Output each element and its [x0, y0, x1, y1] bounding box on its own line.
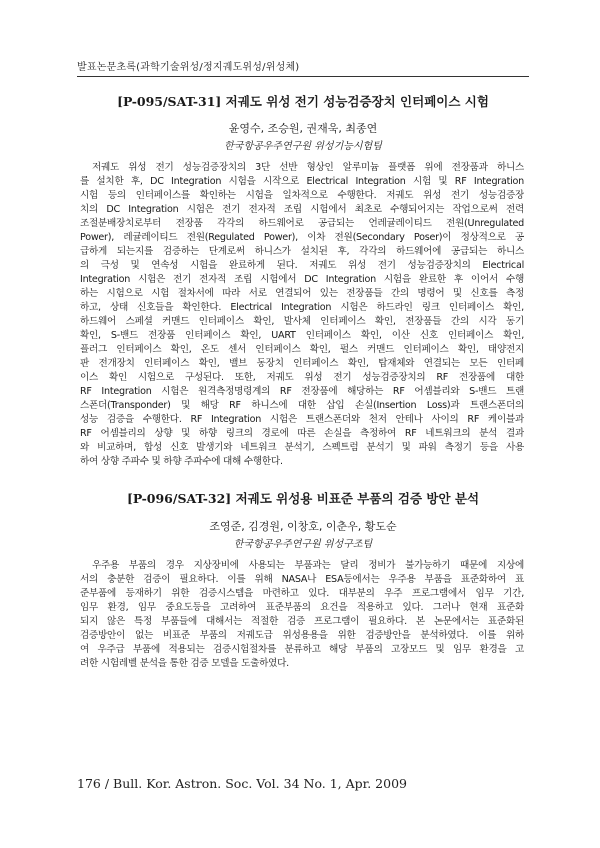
- abstract-1-authors: 윤영수, 조승원, 권재욱, 최종연: [228, 122, 378, 135]
- abstract-1-line: 를 설치한 후, DC Integration 시험을 시작으로 Electrical Integration 시험 및 RF Integration: [80, 176, 524, 187]
- abstract-1-line: 저궤도 위성 전기 성능검증장치의 3단 선반 형상인 알루미늄 플랫폼 위에 전장품과 하니스: [92, 162, 524, 173]
- abstract-2-line: 려한 시험레벨 분석을 통한 검증 모델을 도출하였다.: [80, 658, 289, 669]
- abstract-1-line: 플러그 인터페이스 확인, 온도 센서 인터페이스 확인, 펄스 커맨드 인터페이스 확인, 태양전지: [80, 344, 524, 355]
- abstract-1-line: 판 전개장치 인터페이스 확인, 밸브 동장치 인터페이스 확인, 탑재체와 연결되는 모든 인터페: [80, 358, 524, 369]
- abstract-2-line: 서의 충분한 검증이 필요하다. 이를 위해 NASA나 ESA등에서는 우주용 부품을 표준화하여 표: [80, 574, 524, 585]
- abstract-1-line: 스폰더(Transponder) 및 해당 RF 하니스에 대한 삽입 손실(Insertion Loss)과 트랜스폰더의: [80, 400, 524, 411]
- abstract-2-line: 되지 않은 특정 부품들에 대해서는 적절한 검증 프로그램이 필요하다. 본 논문에서는 표준화된: [80, 616, 524, 627]
- abstract-1-line: 치의 DC Integration 시험은 전기 전자적 조립 시험에서 최초로 수행되어지는 작업으로써 전력: [80, 204, 524, 215]
- abstract-1-line: 확인, S-밴드 전장품 인터페이스 확인, UART 인터페이스 확인, 이산 신호 인터페이스 확인,: [80, 330, 524, 341]
- page-header: 발표논문초록(과학기술위성/정지궤도위성/위성체): [77, 62, 300, 73]
- abstract-1-line: Power), 레귤레이티드 전원(Regulated Power), 이차 전원(Secondary Poser)이 정상적으로 공: [80, 232, 524, 243]
- abstract-1-line: 하드웨어 스페셜 커맨드 인터페이스 확인, 발사체 인터페이스 확인, 전장품들 간의 시각 동기: [80, 316, 524, 327]
- abstract-1-line: 하는 시험으로 시험 절차서에 따라 서로 연결되어 있는 전장품들 간의 명령어 및 신호를 측정: [80, 288, 524, 299]
- page-footer: 176 / Bull. Kor. Astron. Soc. Vol. 34 No. 1, Apr. 2009: [77, 776, 407, 791]
- abstract-1-line: 조절분배장치로부터 전장품 각각의 하드웨어로 공급되는 언레귤레이티드 전원(Unregulated: [80, 218, 524, 229]
- abstract-2-line: 우주용 부품의 경우 지상장비에 사용되는 부품과는 달리 정비가 불가능하기 때문에 지상에: [92, 560, 524, 571]
- abstract-1-line: 의 극성 및 연속성 시험을 완료하게 된다. 저궤도 위성 전기 성능검증장치의 Electrical: [80, 260, 524, 271]
- abstract-1-line: 성능 검증을 수행한다. RF Integration 시험은 트랜스폰더와 천저 안테나 사이의 RF 케이블과: [80, 414, 524, 425]
- abstract-1-line: RF 어셈블리의 상향 및 하향 링크의 경로에 따른 손실을 측정하여 RF 네트워크의 분석 결과: [80, 428, 524, 439]
- abstract-1-line: 급하게 되는지를 검증하는 단계로써 하니스가 설치된 후, 각각의 하드웨어에 공급되는 하니스: [80, 246, 524, 257]
- header-rule: [77, 76, 529, 77]
- abstract-1-line: 하여 상향 주파수 및 하향 주파수에 대해 수행한다.: [80, 456, 283, 467]
- abstract-1-line: Integration 시험은 전기 전자적 조립 시험에서 DC Integration 시험을 완료한 후 이어서 수행: [80, 274, 524, 285]
- abstract-1-line: 시험 등의 인터페이스를 확인하는 시험을 일차적으로 수행한다. 저궤도 위성 전기 성능검증장: [80, 190, 524, 201]
- abstract-1-affiliation: 한국항공우주연구원 위성기능시험팀: [224, 141, 382, 152]
- abstract-1-line: 하고, 상태 신호들을 확인한다. Electrical Integration 시험은 하드라인 링크 인터페이스 확인,: [80, 302, 524, 313]
- abstract-1-title: [P-095/SAT-31] 저궤도 위성 전기 성능검증장치 인터페이스 시험: [117, 94, 489, 109]
- abstract-2-line: 준부품에 등재하기 위한 검증시스템을 마련하고 있다. 대부분의 우주 프로그램에서 임무 기간,: [80, 588, 524, 599]
- abstract-2-authors: 조영준, 김경원, 이창호, 이춘우, 황도순: [209, 520, 397, 533]
- abstract-1-line: 이스 확인 시험으로 구성된다. 또한, 저궤도 위성 전기 성능검증장치의 RF 전장품에 대한: [80, 372, 524, 383]
- abstract-1-line: RF Integration 시험은 원격측정명령계의 RF 전장품에 해당하는 RF 어셈블리와 S-밴드 트랜: [80, 386, 524, 397]
- abstract-2-title: [P-096/SAT-32] 저궤도 위성용 비표준 부품의 검증 방안 분석: [126, 491, 480, 506]
- abstract-2-affiliation: 한국항공우주연구원 위성구조팀: [233, 539, 373, 550]
- abstract-2-line: 여 우주급 부품에 적용되는 검증시험절차를 분류하고 해당 부품의 고장모드 및 임무 환경을 고: [80, 644, 524, 655]
- abstract-1-line: 와 비교하며, 합성 신호 발생기와 네트워크 분석기, 스펙트럼 분석기 및 파워 측정기 등을 사용: [80, 442, 524, 453]
- abstract-2-line: 임무 환경, 임무 중요도등을 고려하여 표준부품의 요건을 적용하고 있다. 그러나 현재 표준화: [80, 602, 524, 613]
- abstract-2-line: 검증방안이 없는 비표준 부품의 저궤도급 위성용용을 위한 검증방안을 분석하였다. 이를 위하: [80, 630, 524, 641]
